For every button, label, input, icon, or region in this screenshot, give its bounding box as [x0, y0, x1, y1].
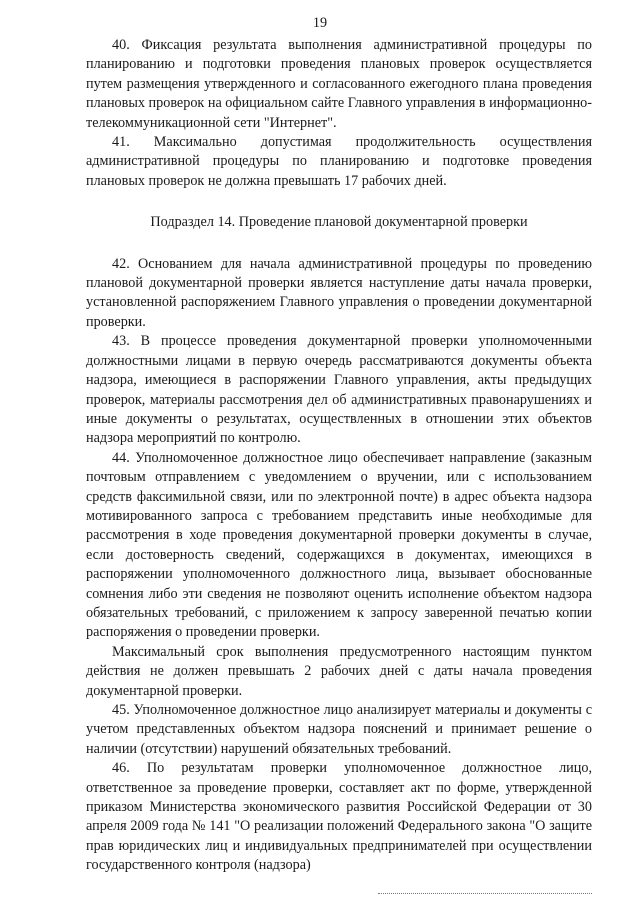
footer-divider: [378, 893, 592, 894]
paragraph-44-deadline: Максимальный срок выполнения предусмотренного настоящим пунктом действия не должен превышать 2 рабочих дней с даты начала проведения документарной проверки.: [86, 643, 592, 699]
paragraph-45: 45. Уполномоченное должностное лицо анализирует материалы и документы с учетом представленных объектом надзора пояснений и принимает решение о наличии (отсутствии) нарушений обязательных требований.: [86, 702, 592, 757]
paragraph-40: 40. Фиксация результата выполнения административной процедуры по планированию и подготовки проведения плановых проверок осуществляется путем размещения утвержденного и согласованного ежегодного плана проведения плановых проверок на официальном сайте Главного управления в информационно-телекоммуникационной сети "Интернет".: [86, 37, 592, 131]
section-heading: Подраздел 14. Проведение плановой документарной проверки: [150, 214, 528, 231]
paragraph-42: 42. Основанием для начала административной процедуры по проведению плановой документарной проверки является наступление даты начала проверки, установленной распоряжением Главного управления о проведении документарной проверки.: [86, 255, 592, 330]
paragraph-46: 46. По результатам проверки уполномоченное должностное лицо, ответственное за проведение проверки, составляет акт по форме, утвержденной приказом Министерства экономического развития Российской Федерации от 30 апреля 2009 года № 141 "О реализации положений Федерального закона "О защите прав юридических лиц и индивидуальных предпринимателей при осуществлении государственного контроля (надзора): [86, 760, 592, 874]
page-number: 19: [312, 15, 328, 31]
paragraph-43: 43. В процессе проведения документарной проверки уполномоченными должностными лицами в первую очередь рассматриваются документы объекта надзора, имеющиеся в распоряжении Главного управления, акты предыдущих проверок, материалы рассмотрения дел об административных правонарушениях и иные документы о результатах, осуществленных в отношении этих объектов надзора мероприятий по контролю.: [86, 333, 592, 447]
document-body: [86, 36, 592, 876]
paragraph-41: 41. Максимально допустимая продолжительность осуществления административной процедуры по планированию и подготовке проведения плановых проверок не должна превышать 17 рабочих дней.: [86, 134, 592, 189]
paragraph-44: 44. Уполномоченное должностное лицо обеспечивает направление (заказным почтовым отправлением с уведомлением о вручении, или с использованием средств факсимильной связи, или по электронной почте) в адрес объекта надзора мотивированного запроса с требованием представить иные необходимые для рассмотрения в ходе проведения документарной проверки документы в случае, если достоверность сведений, содержащихся в документах, имеющихся в распоряжении уполномоченного должностного лица, вызывает обоснованные сомнения либо эти сведения не позволяют оценить исполнение объектом надзора обязательных требований, с приложением к запросу заверенной печатью копии распоряжения о проведении проверки.: [86, 449, 592, 641]
